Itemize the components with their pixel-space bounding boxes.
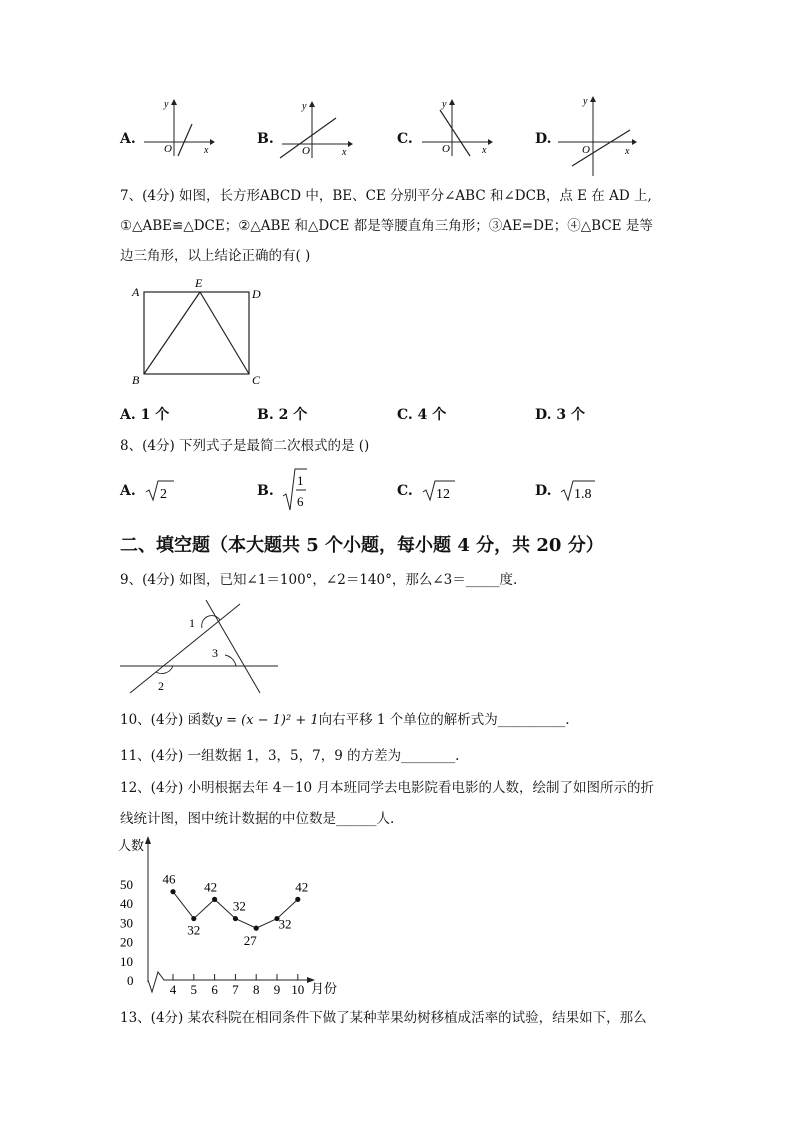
q7-option-d: D. 3 个 bbox=[535, 407, 586, 423]
chart-data-label-9: 32 bbox=[278, 916, 292, 932]
q9-angle-3-arc bbox=[225, 655, 236, 666]
q8-b-denominator: 6 bbox=[297, 494, 304, 509]
chart-x-tick-5: 5 bbox=[190, 982, 198, 997]
q8-b-numerator: 1 bbox=[297, 473, 304, 488]
q6-graph-b bbox=[278, 98, 353, 160]
q7-point-e: E bbox=[195, 276, 203, 290]
q11-text: 11、(4分) 一组数据 1，3，5，7，9 的方差为________. bbox=[120, 748, 460, 764]
chart-point-4 bbox=[170, 889, 175, 894]
q6-d-line bbox=[572, 130, 630, 166]
q6-d-x: x bbox=[625, 146, 630, 157]
q10-prefix: 10、(4分) 函数 bbox=[120, 712, 215, 728]
q7-line-2: ①△ABE≌△DCE；②△ABE 和△DCE 都是等腰直角三角形；③AE=DE；④△BCE 是等 bbox=[120, 218, 653, 234]
q6-option-d-label: D. bbox=[535, 131, 552, 147]
q7-point-d: D bbox=[252, 287, 261, 301]
chart-y-tick-30: 30 bbox=[120, 915, 133, 931]
chart-x-tick-4: 4 bbox=[169, 982, 177, 997]
chart-data-label-7: 32 bbox=[232, 898, 246, 914]
chart-data-label-10: 42 bbox=[295, 879, 309, 895]
chart-y-tick-0: 0 bbox=[127, 973, 134, 988]
chart-y-axis-arrow bbox=[145, 836, 151, 844]
q9-angle-1-label: 1 bbox=[189, 616, 195, 630]
chart-point-8 bbox=[254, 926, 259, 931]
q12-line-1: 12、(4分) 小明根据去年 4－10 月本班同学去电影院看电影的人数，绘制了如图所示的折 bbox=[120, 780, 654, 796]
q7-option-a: A. 1 个 bbox=[120, 407, 170, 423]
chart-point-6 bbox=[212, 897, 217, 902]
q6-d-y: y bbox=[583, 96, 588, 107]
q6-b-y: y bbox=[302, 101, 307, 112]
q10-line bbox=[120, 711, 570, 730]
chart-x-label: 月份 bbox=[311, 981, 338, 996]
q6-graph-a bbox=[140, 96, 215, 158]
q6-c-origin: O bbox=[442, 143, 450, 155]
q8-option-c-radical bbox=[422, 478, 456, 504]
q6-option-a-label: A. bbox=[120, 131, 136, 147]
chart-point-5 bbox=[191, 916, 196, 921]
q8-option-d-radical bbox=[560, 478, 596, 504]
chart-y-tick-40: 40 bbox=[120, 896, 133, 912]
q8-text: 8、(4分) 下列式子是最简二次根式的是 () bbox=[120, 438, 370, 454]
chart-x-tick-6: 6 bbox=[211, 982, 218, 997]
q8-option-c-label: C. bbox=[397, 483, 413, 499]
q6-graph-c bbox=[418, 96, 493, 158]
q6-c-y: y bbox=[442, 99, 447, 110]
section-2-title: 二、填空题（本大题共 5 个小题，每小题 4 分，共 20 分） bbox=[120, 535, 604, 556]
chart-data-label-6: 42 bbox=[204, 879, 218, 895]
q6-d-origin: O bbox=[582, 144, 590, 156]
q7-line-1: 7、(4分) 如图，长方形ABCD 中，BE、CE 分别平分∠ABC 和∠DCB，点 E 在 AD 上, bbox=[120, 188, 652, 204]
chart-point-7 bbox=[233, 916, 238, 921]
chart-x-tick-7: 7 bbox=[232, 982, 239, 997]
q7-line-3: 边三角形，以上结论正确的有( ) bbox=[120, 248, 311, 264]
chart-x-tick-9: 9 bbox=[273, 982, 281, 997]
chart-x-tick-8: 8 bbox=[252, 982, 260, 997]
q9-angle-2-label: 2 bbox=[158, 679, 164, 693]
q7-segment-be bbox=[144, 292, 200, 374]
q8-option-a-radical bbox=[145, 478, 175, 504]
chart-y-tick-10: 10 bbox=[120, 953, 133, 969]
chart-data-label-5: 32 bbox=[187, 922, 201, 938]
q6-a-origin: O bbox=[164, 143, 172, 155]
q9-figure bbox=[118, 596, 283, 696]
q6-b-origin: O bbox=[302, 145, 310, 157]
q10-suffix: 向右平移 1 个单位的解析式为__________. bbox=[318, 712, 570, 728]
chart-x-tick-10: 10 bbox=[291, 982, 305, 997]
chart-data-label-8: 27 bbox=[243, 933, 257, 949]
q6-a-line bbox=[178, 124, 192, 156]
q6-b-x: x bbox=[342, 147, 347, 158]
q8-c-radicand: 12 bbox=[436, 487, 450, 502]
chart-data-label-4: 46 bbox=[162, 871, 176, 887]
q9-text: 9、(4分) 如图，已知∠1＝100°，∠2＝140°，那么∠3＝_____度. bbox=[120, 572, 518, 588]
q7-option-c: C. 4 个 bbox=[397, 407, 447, 423]
q8-a-radicand: 2 bbox=[160, 487, 167, 502]
q6-a-x: x bbox=[204, 145, 209, 156]
q6-option-b-label: B. bbox=[257, 131, 274, 147]
q8-option-a-label: A. bbox=[120, 483, 136, 499]
q6-option-c-label: C. bbox=[397, 131, 413, 147]
chart-point-10 bbox=[295, 897, 300, 902]
q7-option-b: B. 2 个 bbox=[257, 407, 308, 423]
q8-d-radicand: 1.8 bbox=[574, 487, 592, 502]
chart-y-tick-50: 50 bbox=[120, 877, 133, 892]
q12-line-2: 线统计图，图中统计数据的中位数是______人. bbox=[120, 811, 395, 827]
q6-a-y: y bbox=[164, 99, 169, 110]
q13-text: 13、(4分) 某农科院在相同条件下做了某种苹果幼树移植成活率的试验，结果如下，那么 bbox=[120, 1010, 647, 1026]
q7-point-c: C bbox=[252, 373, 261, 387]
chart-y-tick-20: 20 bbox=[120, 934, 133, 950]
q6-c-x: x bbox=[482, 145, 487, 156]
q6-graph-d bbox=[556, 92, 638, 180]
q8-option-b-label: B. bbox=[257, 483, 274, 499]
q8-option-d-label: D. bbox=[535, 483, 552, 499]
chart-y-label: 人数 bbox=[118, 838, 145, 853]
q12-line-chart bbox=[112, 832, 352, 1000]
q10-expression: y = (x − 1)² + 1 bbox=[214, 713, 319, 728]
q7-segment-ce bbox=[200, 292, 249, 374]
q9-line-a bbox=[130, 604, 240, 693]
q7-point-a: A bbox=[132, 285, 140, 299]
q7-rectangle-figure bbox=[128, 274, 268, 389]
q8-option-b-radical bbox=[282, 466, 308, 514]
q7-point-b: B bbox=[132, 373, 140, 387]
q9-angle-3-label: 3 bbox=[212, 646, 218, 660]
q7-rect-abcd bbox=[144, 292, 249, 374]
